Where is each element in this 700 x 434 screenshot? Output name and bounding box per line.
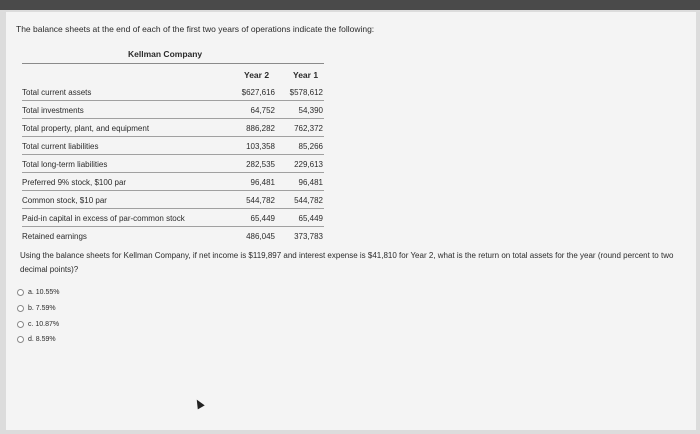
row-year2-value: 486,045 (246, 232, 275, 241)
row-year1-value: $578,612 (289, 88, 323, 97)
table-row (0, 214, 700, 232)
row-year1-value: 85,266 (298, 142, 323, 151)
option-label: c. 10.87% (28, 320, 60, 328)
row-year1-value: 373,783 (294, 232, 323, 241)
row-year1-value: 54,390 (298, 106, 323, 115)
company-name: Kellman Company (128, 49, 203, 59)
row-year2-value: 65,449 (250, 214, 275, 223)
row-divider (22, 118, 324, 119)
row-year2-value: 282,535 (246, 160, 275, 169)
row-divider (22, 190, 324, 191)
row-divider (22, 136, 324, 137)
row-divider (22, 226, 324, 227)
table-row (0, 178, 700, 196)
row-year2-value: 886,282 (246, 124, 275, 133)
row-label: Total property, plant, and equipment (22, 124, 150, 133)
row-year1-value: 229,613 (294, 160, 323, 169)
row-label: Common stock, $10 par (22, 196, 107, 205)
row-year2-value: 103,358 (246, 142, 275, 151)
row-label: Paid-in capital in excess of par-common stock (22, 214, 185, 223)
radio-button[interactable] (17, 321, 24, 328)
window-top-bar (0, 0, 700, 10)
row-label: Retained earnings (22, 232, 87, 241)
option-a[interactable] (17, 286, 60, 298)
row-year1-value: 65,449 (298, 214, 323, 223)
option-label: b. 7.59% (28, 304, 56, 312)
option-c[interactable] (17, 318, 59, 330)
table-top-rule (22, 63, 324, 64)
row-year1-value: 544,782 (294, 196, 323, 205)
option-d[interactable] (17, 333, 56, 345)
header-year-1: Year 1 (293, 70, 319, 80)
row-year1-value: 96,481 (298, 178, 323, 187)
question-text: Using the balance sheets for Kellman Company, if net income is $119,897 and interest expense is $41,810 for Year 2, what is the return on total assets for the year (round percent to two decimal points)? (20, 251, 674, 274)
row-label: Total current liabilities (22, 142, 99, 151)
row-label: Total current assets (22, 88, 92, 97)
table-row (0, 232, 700, 250)
row-year2-value: 96,481 (250, 178, 275, 187)
intro-text: The balance sheets at the end of each of the first two years of operations indicate the following: (16, 24, 375, 34)
table-row (0, 142, 700, 160)
option-label: a. 10.55% (28, 288, 60, 296)
option-label: d. 8.59% (28, 335, 56, 343)
option-b[interactable] (17, 302, 56, 314)
radio-button[interactable] (17, 305, 24, 312)
row-year2-value: 544,782 (246, 196, 275, 205)
radio-button[interactable] (17, 336, 24, 343)
header-year-2: Year 2 (244, 70, 270, 80)
row-label: Total investments (22, 106, 84, 115)
table-row (0, 106, 700, 124)
table-row (0, 124, 700, 142)
row-divider (22, 172, 324, 173)
row-label: Total long-term liabilities (22, 160, 108, 169)
table-row (0, 88, 700, 106)
row-divider (22, 154, 324, 155)
row-year2-value: 64,752 (250, 106, 275, 115)
row-divider (22, 208, 324, 209)
radio-button[interactable] (17, 289, 24, 296)
table-row (0, 160, 700, 178)
table-row (0, 196, 700, 214)
row-divider (22, 100, 324, 101)
row-year1-value: 762,372 (294, 124, 323, 133)
row-label: Preferred 9% stock, $100 par (22, 178, 127, 187)
row-year2-value: $627,616 (241, 88, 275, 97)
